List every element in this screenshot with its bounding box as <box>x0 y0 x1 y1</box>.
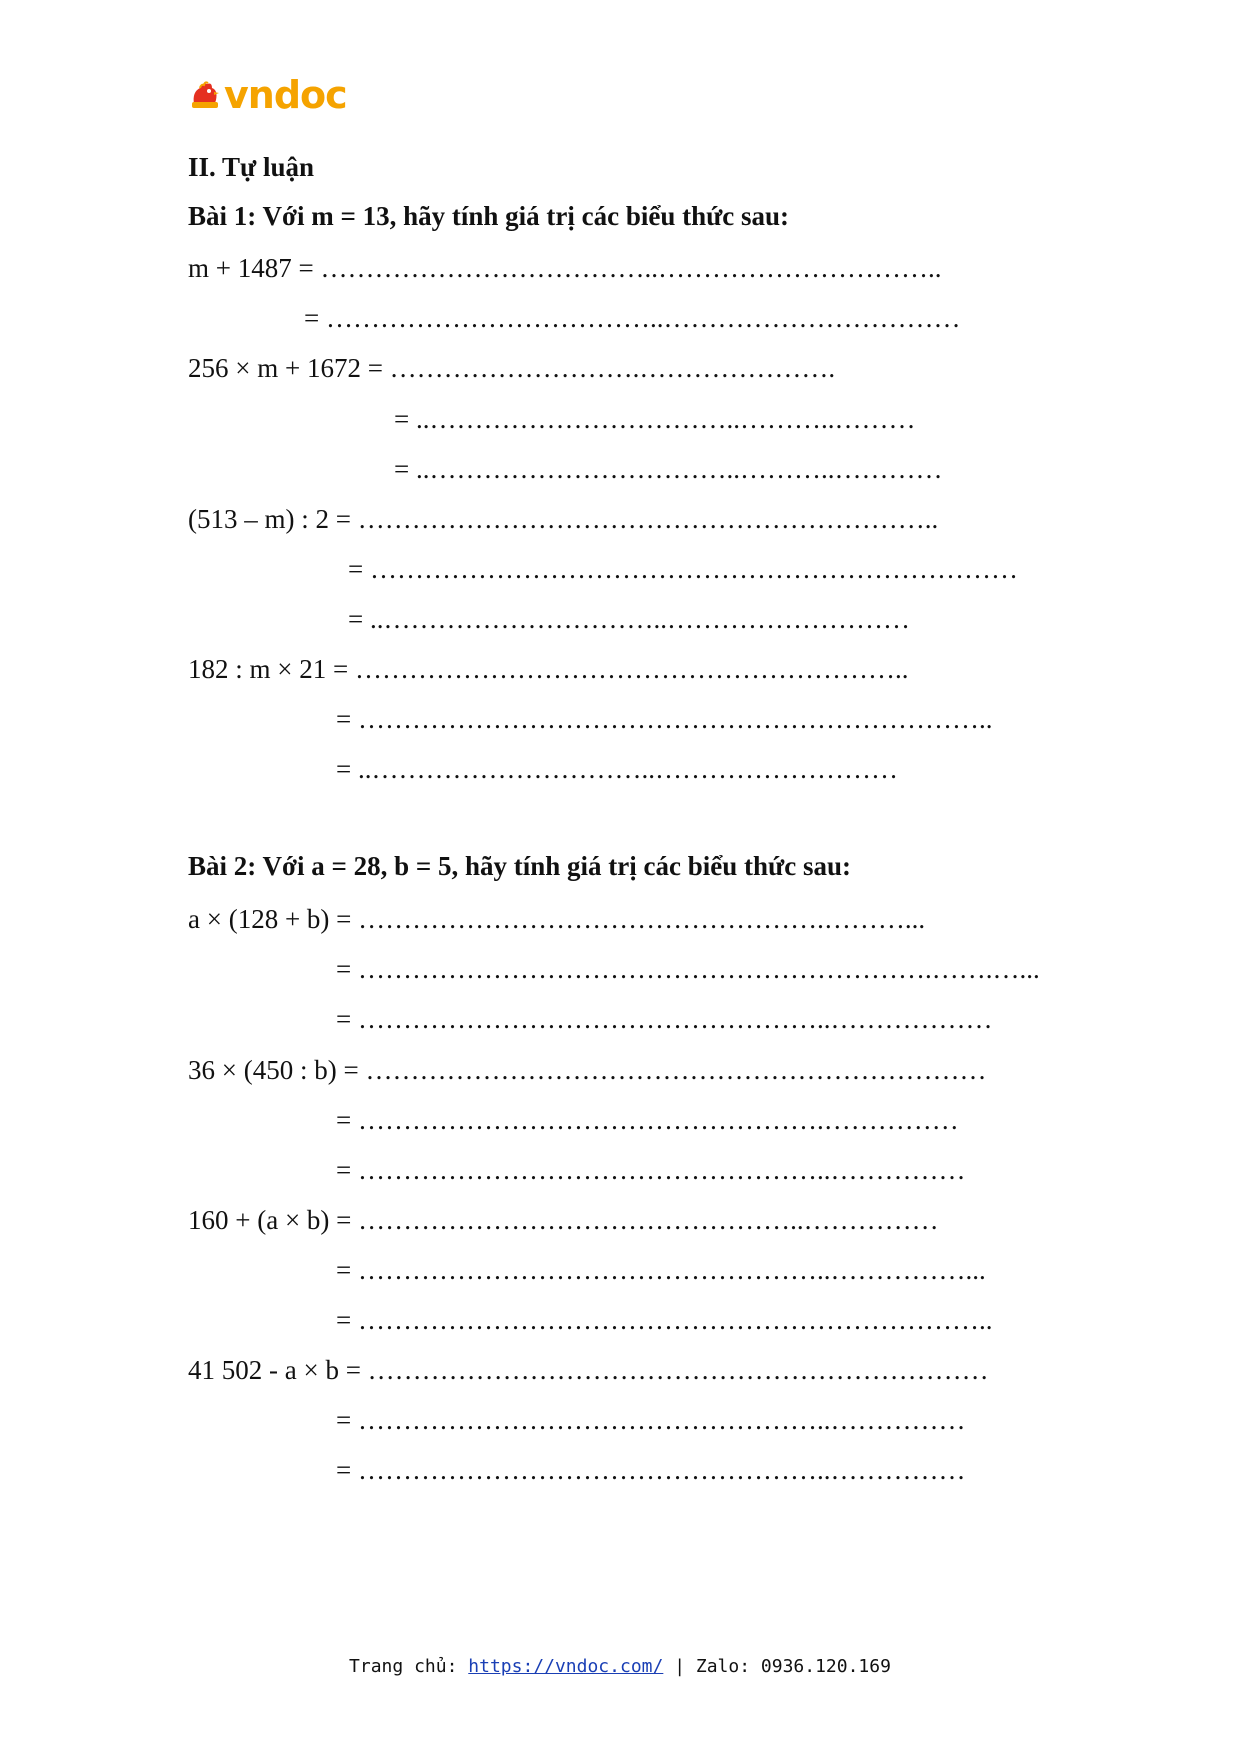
exercise-2-line: = ……………………………………………..…………… <box>336 1455 966 1485</box>
exercise-2-line: 41 502 - a × b = …………………………………………………………… <box>188 1355 989 1385</box>
exercise-1-line: = …………………………………………………………….. <box>336 704 993 734</box>
vndoc-logo[interactable] <box>188 73 347 117</box>
exercise-1-line: = ..……………………………..………..………… <box>394 454 943 484</box>
logo-text: vndoc <box>224 73 347 117</box>
exercise-2-line: = ……………………………………………..……………... <box>336 1255 986 1285</box>
exercise-2-line: a × (128 + b) = …………………………………………….………... <box>188 904 926 934</box>
exercise-2-line: 36 × (450 : b) = …………………………………………………………… <box>188 1055 987 1085</box>
exercise-1-line: 256 × m + 1672 = ……………………….…………………. <box>188 353 836 383</box>
exercise-2-line: 160 + (a × b) = …………………………………………..…………… <box>188 1205 939 1235</box>
exercise-1-line: (513 – m) : 2 = ……………………………………………………….. <box>188 504 939 534</box>
exercise-2-line: = ……………………………………………..……………… <box>336 1004 993 1034</box>
exercise-1-line: = ..…………………………..……………………… <box>348 604 910 634</box>
exercise-2-line: = ……………………………………………………….…….…... <box>336 954 1040 984</box>
exercise-1-line: = ..…………………………..……………………… <box>336 754 898 784</box>
footer-zalo: Zalo: 0936.120.169 <box>695 1656 891 1677</box>
exercise-2-line: = ……………………………………………..…………… <box>336 1155 966 1185</box>
exercise-2-line: = …………………………………………….…………… <box>336 1105 959 1135</box>
exercise-2-title: Bài 2: Với a = 28, b = 5, hãy tính giá trị các biểu thức sau: <box>188 851 851 881</box>
exercise-1-title: Bài 1: Với m = 13, hãy tính giá trị các biểu thức sau: <box>188 201 790 231</box>
footer-home-label: Trang chủ: <box>349 1656 458 1677</box>
exercise-1-line: = ………………………………..…………………………… <box>304 303 961 333</box>
exercise-1-line: = ..……………………………..………..……… <box>394 404 916 434</box>
exercise-1-line: = ……………………………………………………………… <box>348 554 1018 584</box>
footer-separator: | <box>674 1656 686 1677</box>
exercise-1-line: m + 1487 = ………………………………..………………………….. <box>188 253 942 283</box>
exercise-2-line: = …………………………………………………………….. <box>336 1305 993 1335</box>
rooster-icon <box>188 78 222 112</box>
section-title: II. Tự luận <box>188 152 315 182</box>
exercise-1-line: 182 : m × 21 = …………………………………………………….. <box>188 654 909 684</box>
exercise-2-line: = ……………………………………………..…………… <box>336 1405 966 1435</box>
page-footer <box>0 1656 1240 1677</box>
footer-home-link[interactable]: https://vndoc.com/ <box>468 1656 664 1677</box>
